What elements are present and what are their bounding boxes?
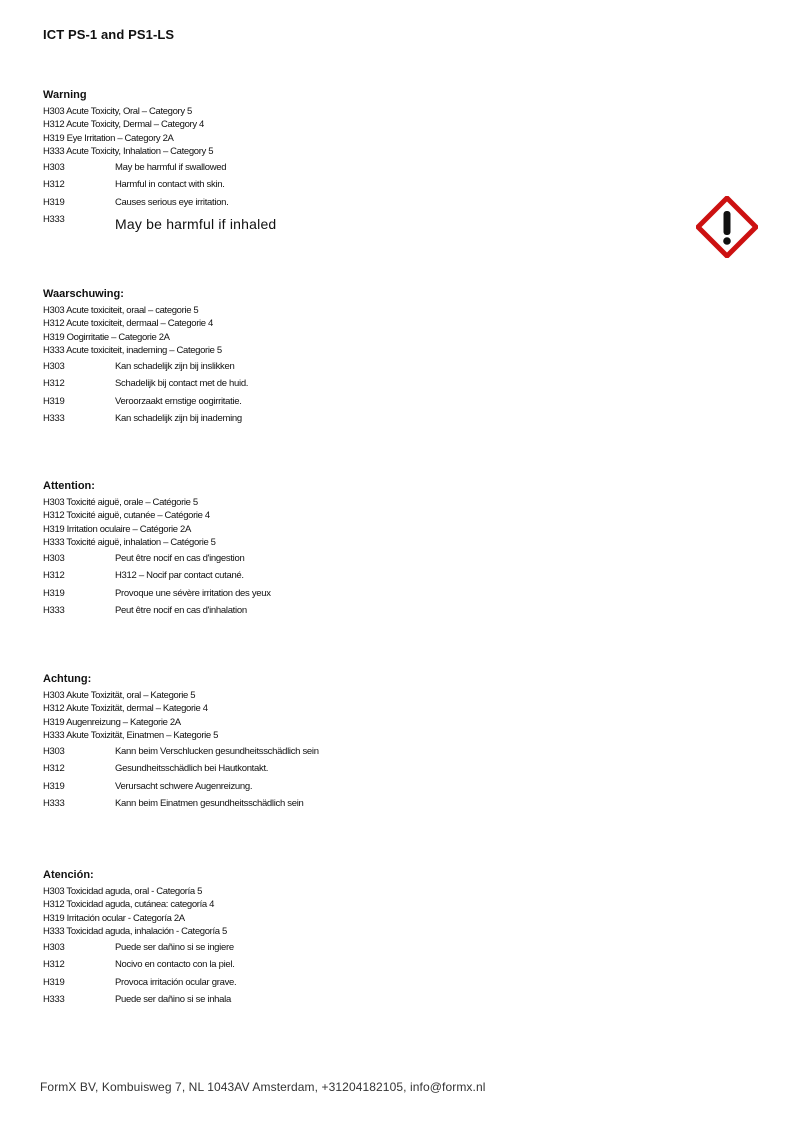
hazard-statement: [43, 413, 603, 431]
hazard-code: H303: [43, 745, 65, 757]
classification-line: H312 Toxicité aiguë, cutanée – Catégorie 4: [43, 510, 210, 522]
hazard-text: May be harmful if swallowed: [115, 161, 227, 173]
page-title: ICT PS-1 and PS1-LS: [43, 27, 175, 42]
hazard-statement: [43, 570, 603, 588]
hazard-text: Gesundheitsschädlich bei Hautkontakt.: [115, 763, 269, 775]
hazard-code: H333: [43, 413, 65, 425]
hazard-statement-list: [43, 361, 603, 431]
hazard-code: H319: [43, 395, 65, 407]
section-heading: Attention:: [43, 480, 95, 492]
classification-list: [43, 304, 603, 358]
hazard-code: H303: [43, 360, 65, 372]
section-heading: Atención:: [43, 869, 94, 881]
hazard-statement: [43, 994, 603, 1012]
hazard-statement: [43, 746, 603, 764]
hazard-statement: [43, 396, 603, 414]
hazard-code: H319: [43, 196, 65, 208]
hazard-statement: [43, 197, 603, 215]
hazard-text: Provoca irritación ocular grave.: [115, 976, 237, 988]
hazard-text: Harmful in contact with skin.: [115, 179, 225, 191]
hazard-code: H312: [43, 378, 65, 390]
classification-line: H319 Irritación ocular - Categoría 2A: [43, 912, 185, 924]
hazard-statement: [43, 162, 603, 180]
classification-list: [43, 885, 603, 939]
section-dutch: [43, 288, 603, 431]
footer-contact: FormX BV, Kombuisweg 7, NL 1043AV Amsterdam, +31204182105, info@formx.nl: [40, 1080, 486, 1094]
hazard-text: May be harmful if inhaled: [115, 216, 277, 233]
hazard-text: Puede ser dañino si se inhala: [115, 994, 231, 1006]
section-heading: Warning: [43, 89, 87, 101]
hazard-code: H319: [43, 976, 65, 988]
classification-line: H333 Akute Toxizität, Einatmen – Kategorie 5: [43, 730, 219, 742]
hazard-statement: [43, 605, 603, 623]
hazard-text: H312 – Nocif par contact cutané.: [115, 570, 244, 582]
hazard-text: Kann beim Verschlucken gesundheitsschädlich sein: [115, 745, 319, 757]
hazard-statement-list: [43, 553, 603, 623]
hazard-code: H319: [43, 780, 65, 792]
hazard-text: Peut être nocif en cas d'ingestion: [115, 552, 245, 564]
classification-line: H319 Eye Irritation – Category 2A: [43, 132, 174, 144]
section-heading: Achtung:: [43, 673, 92, 685]
classification-line: H312 Toxicidad aguda, cutánea: categoría 4: [43, 899, 215, 911]
classification-line: H303 Acute toxiciteit, oraal – categorie 5: [43, 305, 199, 316]
hazard-code: H333: [43, 214, 65, 226]
hazard-code: H312: [43, 179, 65, 191]
hazard-statement: [43, 361, 603, 379]
hazard-statement-list: [43, 942, 603, 1012]
hazard-text: Puede ser dañino si se ingiere: [115, 941, 234, 953]
hazard-statement-list: [43, 746, 603, 816]
hazard-statement: [43, 977, 603, 995]
hazard-text: Provoque une sévère irritation des yeux: [115, 587, 271, 599]
classification-list: [43, 496, 603, 550]
hazard-code: H333: [43, 605, 65, 617]
classification-line: H312 Acute Toxicity, Dermal – Category 4: [43, 119, 204, 131]
hazard-code: H303: [43, 161, 65, 173]
classification-line: H319 Oogirritatie – Categorie 2A: [43, 331, 170, 343]
hazard-statement: [43, 553, 603, 571]
hazard-code: H333: [43, 798, 65, 810]
hazard-statement: [43, 942, 603, 960]
hazard-code: H303: [43, 941, 65, 953]
hazard-statement: [43, 959, 603, 977]
section-heading: Waarschuwing:: [43, 288, 124, 300]
classification-line: H303 Akute Toxizität, oral – Kategorie 5: [43, 690, 196, 701]
exclamation-dot: [723, 237, 731, 245]
hazard-statement: [43, 378, 603, 396]
section-german: [43, 673, 603, 816]
exclamation-bar: [724, 211, 731, 235]
classification-line: H312 Akute Toxizität, dermal – Kategorie 4: [43, 703, 208, 715]
classification-line: H319 Augenreizung – Kategorie 2A: [43, 716, 181, 728]
hazard-text: Nocivo en contacto con la piel.: [115, 959, 235, 971]
hazard-text: Veroorzaakt ernstige oogirritatie.: [115, 395, 242, 407]
hazard-statement: [43, 588, 603, 606]
classification-list: [43, 689, 603, 743]
classification-line: H303 Acute Toxicity, Oral – Category 5: [43, 106, 192, 117]
hazard-statement: [43, 214, 603, 232]
hazard-text: Kan schadelijk zijn bij inademing: [115, 413, 242, 425]
hazard-text: Peut être nocif en cas d'inhalation: [115, 605, 247, 617]
hazard-statement: [43, 179, 603, 197]
hazard-code: H333: [43, 994, 65, 1006]
section-french: [43, 480, 603, 623]
section-spanish: [43, 869, 603, 1012]
classification-line: H333 Toxicité aiguë, inhalation – Catégorie 5: [43, 537, 216, 549]
ghs-exclamation-mark-icon: [696, 196, 758, 258]
classification-line: H312 Acute toxiciteit, dermaal – Categorie 4: [43, 318, 213, 330]
classification-line: H303 Toxicidad aguda, oral - Categoría 5: [43, 886, 203, 897]
hazard-code: H303: [43, 552, 65, 564]
classification-list: [43, 105, 603, 159]
hazard-statement: [43, 798, 603, 816]
hazard-text: Causes serious eye irritation.: [115, 196, 229, 208]
hazard-statement: [43, 781, 603, 799]
hazard-code: H319: [43, 587, 65, 599]
hazard-text: Kan schadelijk zijn bij inslikken: [115, 360, 235, 372]
hazard-text: Schadelijk bij contact met de huid.: [115, 378, 249, 390]
hazard-code: H312: [43, 959, 65, 971]
hazard-statement-list: [43, 162, 603, 232]
section-english: [43, 89, 603, 232]
hazard-code: H312: [43, 763, 65, 775]
hazard-statement: [43, 763, 603, 781]
hazard-text: Kann beim Einatmen gesundheitsschädlich sein: [115, 798, 304, 810]
hazard-text: Verursacht schwere Augenreizung.: [115, 780, 253, 792]
hazard-code: H312: [43, 570, 65, 582]
classification-line: H333 Toxicidad aguda, inhalación - Categoría 5: [43, 926, 227, 938]
classification-line: H319 Irritation oculaire – Catégorie 2A: [43, 523, 191, 535]
classification-line: H303 Toxicité aiguë, orale – Catégorie 5: [43, 497, 198, 508]
classification-line: H333 Acute toxiciteit, inademing – Categorie 5: [43, 345, 222, 357]
classification-line: H333 Acute Toxicity, Inhalation – Category 5: [43, 146, 214, 158]
